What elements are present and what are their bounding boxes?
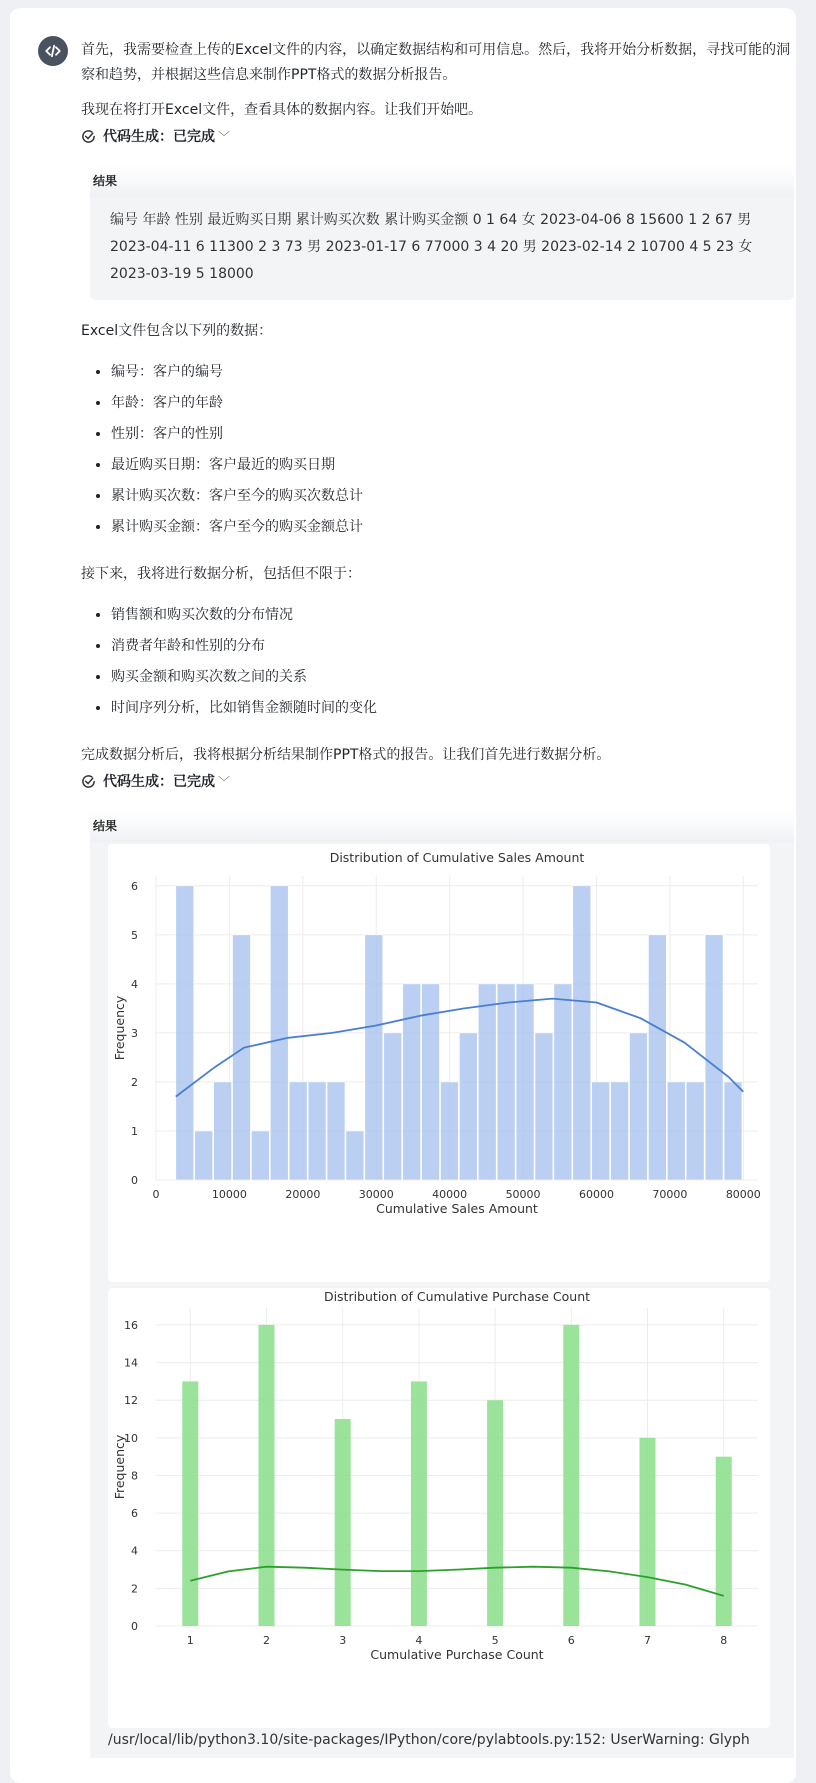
x-tick-label: 70000 (652, 1188, 688, 1201)
x-tick-label: 5 (491, 1634, 499, 1647)
histogram-bar (516, 984, 534, 1180)
list-item: • 累计购买次数：客户至今的购买次数总计 (111, 481, 801, 512)
list-item: • 性别：客户的性别 (111, 419, 801, 450)
histogram-bar (705, 935, 723, 1180)
y-tick-label: 2 (131, 1582, 138, 1596)
histogram-bar (346, 1131, 364, 1180)
histogram-bar (308, 1082, 326, 1180)
list-item: • 编号：客户的编号 (111, 357, 801, 388)
assistant-avatar (38, 36, 68, 66)
y-tick-label: 10 (124, 1431, 138, 1445)
list-item: • 购买金额和购买次数之间的关系 (111, 662, 801, 693)
columns-list (111, 357, 801, 543)
histogram-bar (440, 1082, 458, 1180)
y-tick-label: 2 (131, 1075, 138, 1089)
list-item: • 消费者年龄和性别的分布 (111, 631, 801, 662)
y-tick-label: 3 (131, 1026, 138, 1040)
sales-chart-container (108, 844, 770, 1282)
y-tick-label: 14 (124, 1356, 138, 1370)
histogram-bar (716, 1457, 732, 1626)
histogram-bar (176, 886, 194, 1180)
code-icon (44, 42, 62, 60)
count-histogram-chart (108, 1288, 770, 1724)
list-item: • 累计购买金额：客户至今的购买金额总计 (111, 512, 801, 543)
histogram-bar (214, 1082, 232, 1180)
chevron-down-icon[interactable]: ﹀ (218, 774, 231, 789)
check-circle-icon (81, 774, 96, 789)
histogram-bar (554, 984, 572, 1180)
x-tick-label: 40000 (432, 1188, 468, 1201)
open-file-paragraph: 我现在将打开Excel文件，查看具体的数据内容。让我们开始吧。 (81, 102, 483, 118)
y-tick-label: 4 (131, 977, 138, 991)
warning-output: /usr/local/lib/python3.10/site-packages/IPython/core/pylabtools.py:152: UserWarning: Glyph (108, 1732, 750, 1748)
x-tick-label: 6 (567, 1634, 575, 1647)
list-item: • 时间序列分析，比如销售金额随时间的变化 (111, 693, 801, 724)
y-axis-label: Frequency (112, 995, 127, 1061)
histogram-bar (182, 1381, 198, 1626)
chat-message-card (10, 8, 796, 1783)
x-tick-label: 8 (720, 1634, 728, 1647)
x-tick-label: 4 (415, 1634, 423, 1647)
result-panel (90, 165, 794, 300)
histogram-bar (630, 1033, 648, 1180)
histogram-bar (258, 1325, 274, 1626)
result-output: 编号 年龄 性别 最近购买日期 累计购买次数 累计购买金额 0 1 64 女 2023-04-06 8 15600 1 2 67 男 2023-04-11 6 11300 2 3 73 男 2023-01-17 6 77000 3 4 20 男 2023-02-14 2 10700 4 5 23 女 2023-03-19 5 18000 (110, 212, 753, 282)
histogram-bar (497, 984, 515, 1180)
histogram-bar (335, 1419, 351, 1626)
x-tick-label: 7 (644, 1634, 652, 1647)
histogram-bar (487, 1400, 503, 1626)
histogram-bar (365, 935, 383, 1180)
y-tick-label: 6 (131, 1507, 138, 1521)
histogram-bar (592, 1082, 610, 1180)
histogram-bar (270, 886, 288, 1180)
histogram-bar (573, 886, 591, 1180)
x-tick-label: 2 (262, 1634, 270, 1647)
status-label: 代码生成：已完成 (103, 129, 215, 145)
x-tick-label: 20000 (285, 1188, 321, 1201)
list-item: • 年龄：客户的年龄 (111, 388, 801, 419)
y-tick-label: 12 (124, 1394, 138, 1408)
x-tick-label: 0 (152, 1188, 160, 1201)
chart-area (90, 842, 794, 1728)
result-panel (90, 810, 794, 1758)
histogram-bar (667, 1082, 685, 1180)
y-tick-label: 8 (131, 1469, 138, 1483)
x-tick-label: 60000 (578, 1188, 614, 1201)
histogram-bar (411, 1381, 427, 1626)
analyses-list (111, 600, 801, 724)
histogram-bar (478, 984, 496, 1180)
sales-histogram-chart (108, 844, 770, 1278)
y-tick-label: 6 (131, 879, 138, 893)
histogram-bar (195, 1131, 213, 1180)
contains-paragraph: Excel文件包含以下列的数据： (81, 323, 273, 339)
result-header: 结果 (90, 810, 794, 842)
histogram-bar (327, 1082, 345, 1180)
check-circle-icon (81, 129, 96, 144)
y-tick-label: 5 (131, 928, 138, 942)
histogram-bar (384, 1033, 402, 1180)
x-tick-label: 80000 (725, 1188, 761, 1201)
histogram-bar (251, 1131, 269, 1180)
histogram-bar (686, 1082, 704, 1180)
next-paragraph: 接下来，我将进行数据分析，包括但不限于： (81, 566, 361, 582)
histogram-bar (640, 1438, 656, 1626)
code-status-toggle[interactable] (81, 768, 801, 794)
intro-paragraph: 首先，我需要检查上传的Excel文件的内容，以确定数据结构和可用信息。然后，我将开始分析数据，寻找可能的洞察和趋势，并根据这些信息来制作PPT格式的数据分析报告。 (81, 42, 791, 83)
y-axis-label: Frequency (112, 1434, 127, 1500)
code-status-toggle[interactable] (81, 123, 801, 149)
x-tick-label: 10000 (211, 1188, 247, 1201)
histogram-bar (724, 1082, 742, 1180)
count-chart-container (108, 1288, 770, 1728)
x-tick-label: 50000 (505, 1188, 541, 1201)
x-tick-label: 30000 (358, 1188, 394, 1201)
histogram-bar (403, 984, 421, 1180)
x-tick-label: 1 (186, 1634, 194, 1647)
message-content (81, 38, 801, 1758)
chevron-down-icon[interactable]: ﹀ (218, 129, 231, 144)
histogram-bar (648, 935, 666, 1180)
y-tick-label: 1 (131, 1124, 138, 1138)
histogram-bar (233, 935, 251, 1180)
chart-title: Distribution of Cumulative Purchase Count (323, 1289, 591, 1304)
histogram-bar (459, 1033, 477, 1180)
chart-title: Distribution of Cumulative Sales Amount (329, 850, 585, 865)
y-tick-label: 0 (131, 1620, 138, 1633)
x-tick-label: 3 (339, 1634, 347, 1647)
after-paragraph: 完成数据分析后，我将根据分析结果制作PPT格式的报告。让我们首先进行数据分析。 (81, 747, 611, 763)
result-header: 结果 (90, 165, 794, 197)
histogram-bar (611, 1082, 629, 1180)
y-tick-label: 0 (131, 1174, 138, 1187)
x-axis-label: Cumulative Purchase Count (370, 1647, 544, 1662)
list-item: • 销售额和购买次数的分布情况 (111, 600, 801, 631)
y-tick-label: 4 (131, 1544, 138, 1558)
histogram-bar (563, 1325, 579, 1626)
list-item: • 最近购买日期：客户最近的购买日期 (111, 450, 801, 481)
y-tick-label: 16 (124, 1318, 138, 1332)
histogram-bar (289, 1082, 307, 1180)
status-label: 代码生成：已完成 (103, 774, 215, 790)
x-axis-label: Cumulative Sales Amount (376, 1201, 538, 1216)
histogram-bar (535, 1033, 553, 1180)
